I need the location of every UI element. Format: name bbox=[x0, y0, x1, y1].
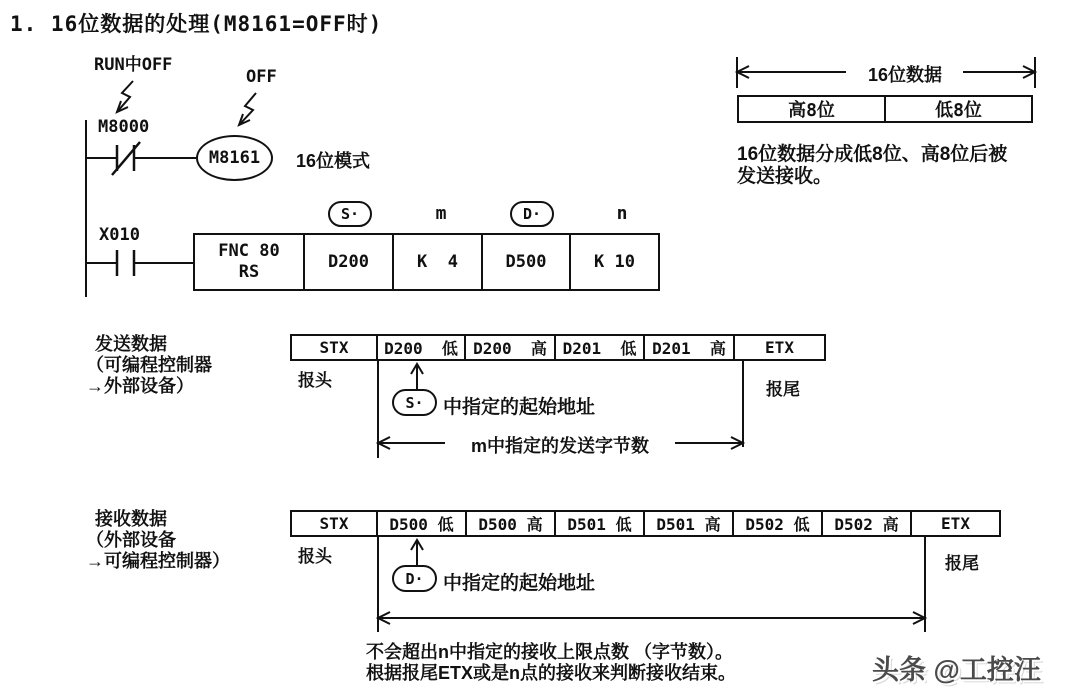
recv-cell-1: D500 低 bbox=[376, 510, 467, 537]
send-header-label: 报头 bbox=[298, 371, 332, 390]
param-s-badge: S· bbox=[328, 201, 372, 227]
instruction-cell-fnc bbox=[193, 233, 305, 291]
word-note-line2: 发送接收。 bbox=[737, 166, 833, 187]
param-n-label: n bbox=[616, 203, 628, 224]
contact-x010-label: X010 bbox=[99, 225, 140, 245]
recv-cell-2: D500 高 bbox=[465, 510, 556, 537]
recv-cell-3: D501 低 bbox=[554, 510, 645, 537]
receive-trailer-label: 报尾 bbox=[945, 554, 979, 573]
fnc-number: FNC 80 bbox=[218, 241, 280, 261]
receive-header-label: 报头 bbox=[298, 547, 332, 566]
send-start-param-badge: S· bbox=[392, 389, 437, 416]
off-label: OFF bbox=[246, 67, 277, 87]
lightning-arrow-off bbox=[239, 93, 256, 125]
page-title: 1. 16位数据的处理(M8161=OFF时) bbox=[10, 12, 383, 36]
word-span-label: 16位数据 bbox=[867, 65, 943, 85]
receive-label-line3: →可编程控制器） bbox=[86, 551, 230, 571]
word-cell-low: 低8位 bbox=[884, 95, 1033, 123]
recv-cell-stx: STX bbox=[290, 510, 378, 537]
send-cell-3: D201 低 bbox=[554, 334, 645, 361]
recv-cell-5: D502 低 bbox=[732, 510, 823, 537]
send-cell-4: D201 高 bbox=[643, 334, 735, 361]
recv-cell-etx: ETX bbox=[910, 510, 1001, 537]
param-d-badge: D· bbox=[510, 201, 554, 227]
receive-label-line2: （外部设备 bbox=[86, 530, 176, 550]
send-label-line1: 发送数据 bbox=[95, 334, 167, 354]
send-cell-etx: ETX bbox=[733, 334, 826, 361]
contact-m8000-label: M8000 bbox=[98, 117, 150, 137]
lightning-arrow-run-off bbox=[117, 81, 133, 112]
receive-start-note: 中指定的起始地址 bbox=[443, 573, 596, 594]
mode-label: 16位模式 bbox=[296, 151, 371, 171]
operand-cell-s: D200 bbox=[303, 233, 394, 291]
send-label-line2: （可编程控制器 bbox=[86, 355, 212, 375]
send-cell-2: D200 高 bbox=[464, 334, 556, 361]
fnc-name: RS bbox=[238, 262, 260, 282]
no-contact-x010 bbox=[117, 250, 134, 276]
recv-cell-4: D501 高 bbox=[643, 510, 734, 537]
operand-cell-m: K 4 bbox=[392, 233, 483, 291]
recv-cell-6: D502 高 bbox=[821, 510, 912, 537]
word-note-line1: 16位数据分成低8位、高8位后被 bbox=[737, 144, 1008, 165]
word-table bbox=[737, 95, 1033, 123]
send-trailer-label: 报尾 bbox=[766, 380, 800, 399]
receive-start-param-badge: D· bbox=[392, 565, 437, 592]
param-m-label: m bbox=[435, 203, 447, 224]
send-label-line3: →外部设备） bbox=[86, 376, 194, 396]
operand-cell-n: K 10 bbox=[569, 233, 660, 291]
send-frame-table bbox=[290, 334, 826, 361]
receive-note-line2: 根据报尾ETX或是n点的接收来判断接收结束。 bbox=[366, 663, 737, 683]
receive-label-line1: 接收数据 bbox=[95, 509, 167, 529]
coil-m8161: M8161 bbox=[196, 135, 273, 181]
receive-note-line1: 不会超出n中指定的接收上限点数 （字节数）。 bbox=[366, 642, 733, 662]
send-span-note: m中指定的发送字节数 bbox=[445, 432, 675, 458]
send-cell-1: D200 低 bbox=[376, 334, 466, 361]
run-off-label: RUN中OFF bbox=[94, 55, 173, 75]
watermark: 头条 @工控汪 bbox=[872, 655, 1041, 685]
send-cell-stx: STX bbox=[290, 334, 378, 361]
operand-cell-d: D500 bbox=[481, 233, 571, 291]
receive-frame-table bbox=[290, 510, 1001, 537]
send-start-note: 中指定的起始地址 bbox=[443, 397, 596, 418]
instruction-block bbox=[193, 233, 660, 291]
word-cell-high: 高8位 bbox=[737, 95, 886, 123]
